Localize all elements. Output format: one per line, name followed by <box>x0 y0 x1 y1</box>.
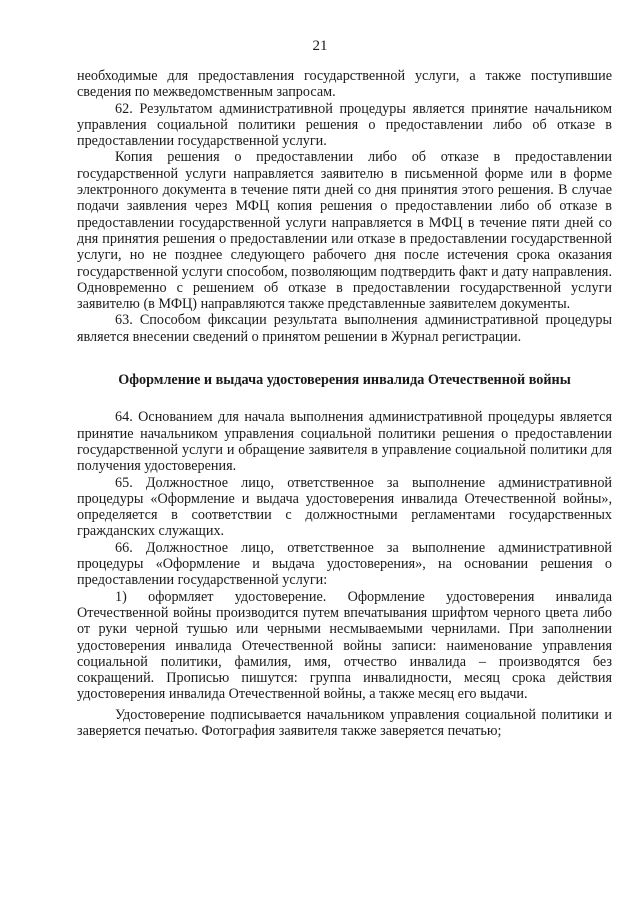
list-item-1: 1) оформляет удостоверение. Оформление удостоверения инвалида Отечественной войны производится путем впечатывания шрифтом черного цвета либо от руки черной тушью или черными несмываемыми чернилами. При заполнении удостоверения инвалида Отечественной войны записи: наименование управления социальной политики, фамилия, имя, отчество инвалида – производятся без сокращений. Прописью пишутся: группа инвалидности, месяц срока действия удостоверения инвалида Отечественной войны, а также месяц его выдачи. <box>77 588 612 703</box>
page-body <box>77 68 612 739</box>
spacer <box>77 388 612 409</box>
paragraph-64: 64. Основанием для начала выполнения административной процедуры является принятие начальником управления социальной политики решения о предоставлении государственной услуги и обращение заявителя в управление социальной политики для получения удостоверения. <box>77 409 612 475</box>
paragraph-63: 63. Способом фиксации результата выполнения административной процедуры является внесении сведений о принятом решении в Журнал регистрации. <box>77 312 612 345</box>
page-number: 21 <box>312 38 328 54</box>
section-heading: Оформление и выдача удостоверения инвалида Отечественной войны <box>118 372 571 389</box>
spacer <box>77 345 612 372</box>
paragraph-continuation: необходимые для предоставления государственной услуги, а также поступившие сведения по межведомственным запросам. <box>77 68 612 101</box>
paragraph-signature: Удостоверение подписывается начальником управления социальной политики и заверяется печатью. Фотография заявителя также заверяется печатью; <box>77 706 612 739</box>
paragraph-66: 66. Должностное лицо, ответственное за выполнение административной процедуры «Оформление и выдача удостоверения», на основании решения о предоставлении государственной услуги: <box>77 539 612 589</box>
paragraph-decision-copy: Копия решения о предоставлении либо об отказе в предоставлении государственной услуги направляется заявителю в письменной форме или в форме электронного документа в течение пяти дней со дня принятия этого решения. В случае подачи заявления через МФЦ копия решения о предоставлении либо об отказе в предоставлении государственной услуги направляется в МФЦ в течение пяти дней со дня принятия решения о предоставлении или отказе в предоставлении государственной услуги, но не позднее следующего рабочего дня после истечения срока оказания государственной услуги способом, позволяющим подтвердить факт и дату направления. Одновременно с решением об отказе в предоставлении государственной услуги заявителю (в МФЦ) направляются также представленные заявителем документы. <box>77 149 612 313</box>
paragraph-62: 62. Результатом административной процедуры является принятие начальником управления социальной политики решения о предоставлении либо об отказе в предоставлении государственной услуги. <box>77 100 612 150</box>
paragraph-65: 65. Должностное лицо, ответственное за выполнение административной процедуры «Оформление и выдача удостоверения инвалида Отечественной войны», определяется в соответствии с должностными регламентами государственных гражданских служащих. <box>77 474 612 540</box>
